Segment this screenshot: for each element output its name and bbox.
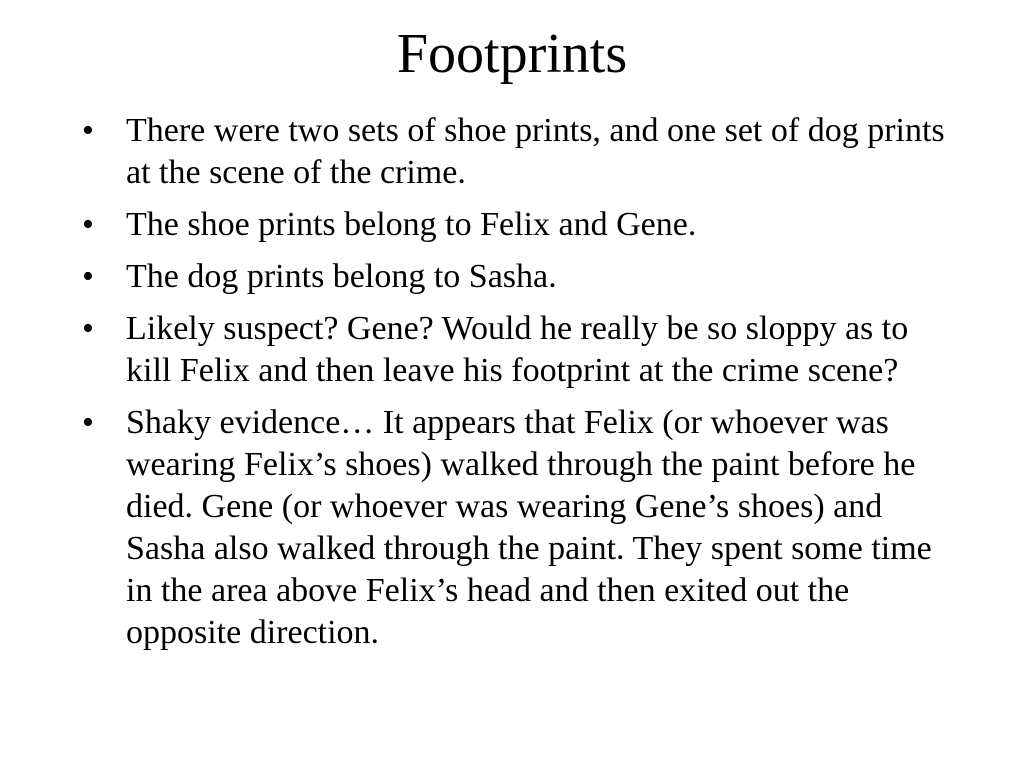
bullet-item: [82, 402, 962, 654]
bullet-item: [82, 204, 962, 246]
bullet-dot: •: [82, 258, 94, 295]
bullet-text: The shoe prints belong to Felix and Gene.: [126, 206, 697, 243]
bullet-text: Shaky evidence… It appears that Felix (or whoever was wearing Felix’s shoes) walked through the paint before he died. Gene (or whoever was wearing Gene’s shoes) and Sasha also walked through the paint. They spent some time in the area above Felix’s head and then exited out the opposite direction.: [126, 404, 932, 651]
bullet-text: There were two sets of shoe prints, and one set of dog prints at the scene of the crime.: [126, 112, 945, 191]
bullet-list: [82, 110, 962, 664]
bullet-item: [82, 256, 962, 298]
bullet-text: Likely suspect? Gene? Would he really be so sloppy as to kill Felix and then leave his footprint at the crime scene?: [126, 310, 909, 389]
slide-title: Footprints: [396, 23, 628, 85]
bullet-text: The dog prints belong to Sasha.: [126, 258, 557, 295]
bullet-dot: •: [82, 206, 94, 243]
bullet-dot: •: [82, 310, 94, 347]
bullet-dot: •: [82, 112, 94, 149]
bullet-item: [82, 308, 962, 392]
bullet-dot: •: [82, 404, 94, 441]
bullet-item: [82, 110, 962, 194]
